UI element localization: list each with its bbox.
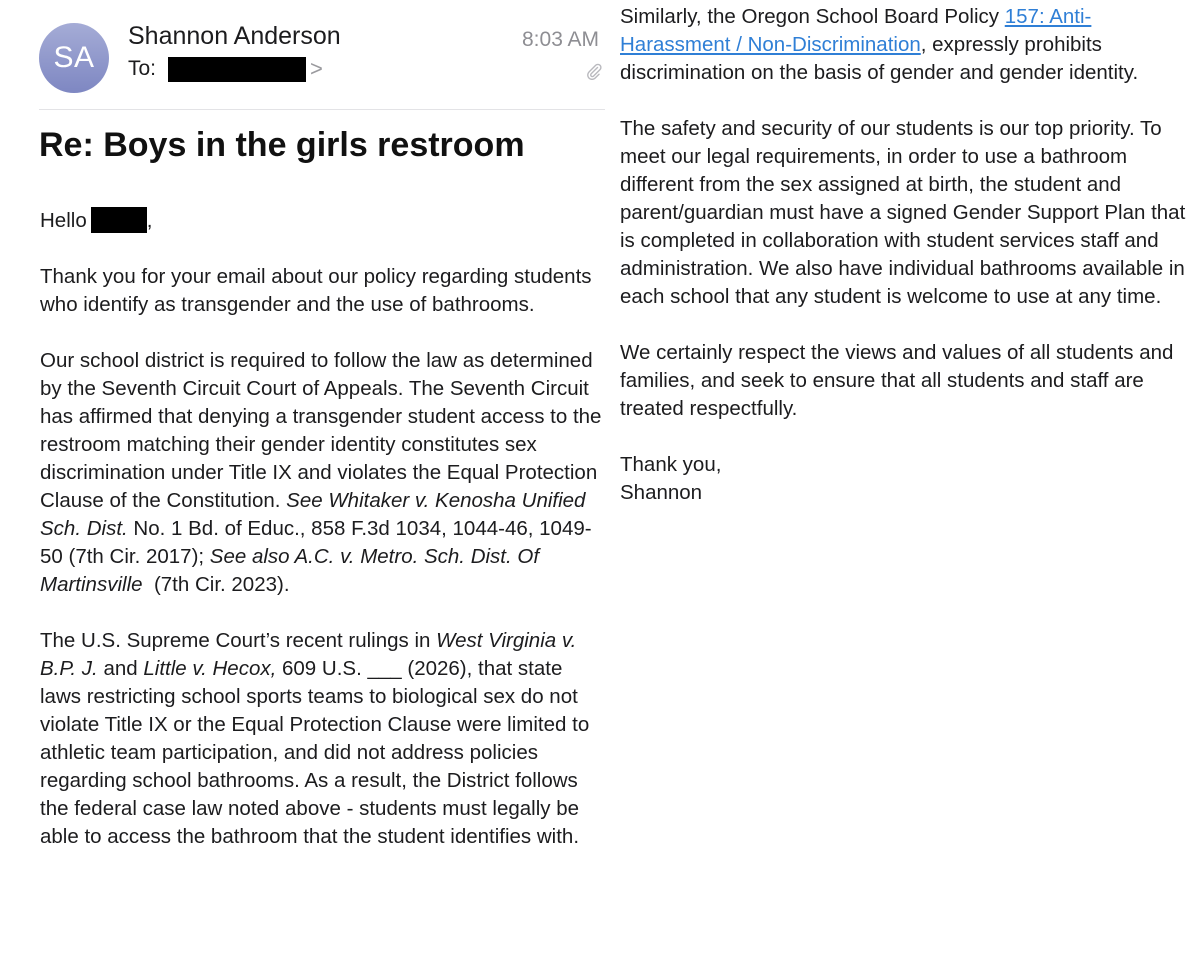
signoff: Thank you, [620,453,722,476]
timestamp: 8:03 AM [522,28,600,51]
policy-link[interactable]: 157: Anti-Harassment / Non-Discrimination [620,5,1092,56]
paragraph-1: Thank you for your email about our policy regarding students who identify as transgender and the use of bathrooms. [40,265,592,316]
email-subject: Re: Boys in the girls restroom [39,126,525,164]
paragraph-2: Our school district is required to follow the law as determined by the Seventh Circuit Court of Appeals. The Seventh Circuit has affirmed that denying a transgender student access to the restroom matching their gender identity constitutes sex discrimination under Title IX and violates the Equal Protection Clause of the Constitution. See Whitaker v. Kenosha Unified Sch. Dist. No. 1 Bd. of Educ., 858 F.3d 1034, 1044-46, 1049-50 (7th Cir. 2017); See also A.C. v. Metro. Sch. Dist. Of Martinsville (7th Cir. 2023). [40,349,602,596]
email-body-right-column [620,3,1196,507]
greeting: Hello , [40,209,153,232]
chevron-right-icon[interactable]: > [310,56,323,81]
sender-name[interactable]: Shannon Anderson [128,22,341,50]
paperclip-icon [585,62,603,85]
redacted-recipient [168,57,306,82]
paragraph-4: Similarly, the Oregon School Board Policy 157: Anti-Harassment / Non-Discrimination, expressly prohibits discrimination on the basis of gender and gender identity. [620,5,1139,84]
signature: Shannon [620,481,703,504]
header-divider [39,109,605,110]
recipient-row[interactable] [128,56,323,82]
paragraph-3: The U.S. Supreme Court’s recent rulings in West Virginia v. B.P. J. and Little v. Hecox, 609 U.S. ___ (2026), that state laws restricting school sports teams to biological sex do not violate Title IX or the Equal Protection Clause were limited to athletic team participation, and did not address policies regarding school bathrooms. As a result, the District follows the federal case law noted above - students must legally be able to access the bathroom that the student identifies with. [40,629,590,848]
email-body-left-column [40,207,608,879]
paragraph-5: The safety and security of our students is our top priority. To meet our legal requirements, in order to use a bathroom different from the sex assigned at birth, the student and parent/guardian must have a signed Gender Support Plan that is completed in collaboration with student services staff and administration. We also have individual bathrooms available in each school that any student is welcome to use at any time. [620,117,1186,308]
avatar[interactable]: SA [39,23,109,93]
to-label: To: [128,57,157,80]
redacted-recipient-name [91,207,147,233]
paragraph-6: We certainly respect the views and values of all students and families, and seek to ensure that all students and staff are treated respectfully. [620,341,1174,420]
